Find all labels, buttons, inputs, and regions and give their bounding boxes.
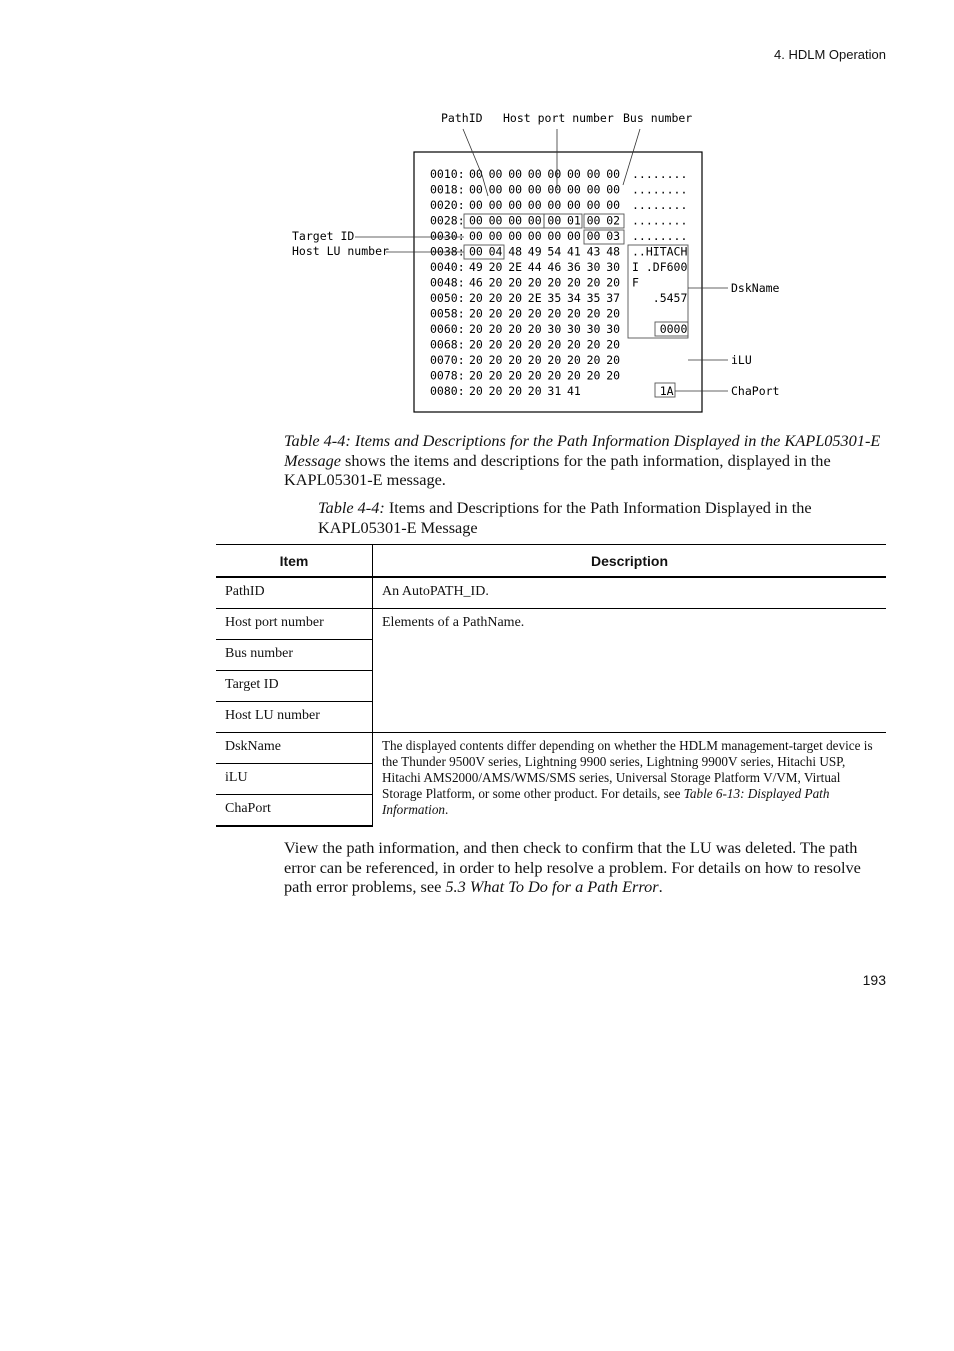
dump-byte: 20 — [547, 306, 562, 321]
dump-byte: 20 — [606, 275, 621, 290]
dump-byte: 35 — [586, 291, 601, 305]
dump-byte: 20 — [567, 337, 581, 352]
table-caption — [318, 498, 888, 537]
dump-address: 0028: — [430, 213, 465, 228]
dump-byte: 20 — [567, 368, 581, 383]
dump-byte: 48 — [606, 244, 621, 259]
path-info-dump-figure — [283, 104, 793, 418]
dump-byte: 46 — [547, 260, 562, 274]
dump-byte: 00 — [469, 213, 483, 228]
dump-row — [430, 260, 687, 274]
dump-address: 0048: — [430, 275, 465, 290]
dump-byte: 00 — [508, 182, 523, 197]
dump-byte: 20 — [469, 291, 483, 305]
dump-byte: 20 — [469, 353, 483, 367]
dump-address: 0060: — [430, 322, 465, 336]
dump-row — [430, 307, 620, 321]
dump-byte: 20 — [508, 322, 523, 336]
dump-address: 0020: — [430, 198, 465, 212]
dump-ascii: ........ — [632, 229, 688, 243]
dump-ascii: ..HITACH — [632, 244, 688, 259]
dump-byte: 20 — [488, 384, 503, 398]
dump-byte: 20 — [547, 368, 562, 383]
dump-byte: 30 — [586, 260, 601, 274]
dump-byte: 20 — [586, 275, 601, 290]
dump-row — [430, 183, 687, 197]
dump-byte: 20 — [586, 368, 601, 383]
column-header-item: Item — [216, 545, 373, 578]
dump-byte: 20 — [469, 368, 483, 383]
dump-address: 0078: — [430, 368, 465, 383]
dump-byte: 20 — [567, 275, 581, 290]
dump-row — [430, 229, 687, 243]
dump-byte: 20 — [469, 337, 483, 352]
bus-number-label: Bus number — [623, 111, 693, 125]
dump-byte: 30 — [606, 322, 621, 336]
dump-byte: 00 — [547, 229, 562, 243]
dump-address: 0040: — [430, 260, 465, 274]
table-caption-title: Items and Descriptions for the Path Information Displayed in the KAPL05301-E Message — [318, 498, 812, 537]
dump-byte: 20 — [606, 353, 621, 367]
dump-byte: 20 — [567, 306, 581, 321]
dump-row — [430, 353, 620, 367]
dump-address: 0058: — [430, 306, 465, 321]
dump-byte: 00 — [547, 198, 562, 212]
dump-byte: 20 — [508, 337, 523, 352]
dump-byte: 20 — [527, 384, 542, 398]
host-port-number-label: Host port number — [503, 111, 614, 125]
dump-byte: 20 — [488, 306, 503, 321]
dump-byte: 00 — [488, 167, 503, 181]
dump-byte: 49 — [527, 244, 542, 259]
dump-address: 0038: — [430, 244, 465, 259]
pathid-label: PathID — [441, 111, 483, 125]
dump-row — [430, 198, 687, 212]
dump-address: 0070: — [430, 353, 465, 367]
dump-byte: 02 — [606, 213, 621, 228]
dump-address: 0068: — [430, 337, 465, 352]
dump-ascii: ........ — [632, 167, 688, 181]
closing-text: View the path information, and then check to confirm that the LU was deleted. The path error can be referenced, in order to help resolve a problem. For details on how to resolve path error problems, see — [284, 838, 861, 896]
dump-byte: 00 — [567, 198, 581, 212]
dump-row — [430, 369, 620, 383]
dump-byte: 20 — [586, 353, 601, 367]
dump-byte: 00 — [469, 167, 483, 181]
dump-ascii: F — [632, 275, 639, 290]
dump-byte: 00 — [469, 229, 483, 243]
dump-byte: 00 — [586, 198, 601, 212]
table-row — [216, 733, 886, 764]
dump-byte: 00 — [547, 213, 562, 228]
description-table-reference[interactable]: Table 6-13: Displayed Path Information — [382, 786, 830, 817]
dskname-label: DskName — [731, 281, 780, 295]
description-cell — [373, 733, 887, 827]
dump-row — [430, 291, 687, 305]
dump-byte: 20 — [547, 337, 562, 352]
dump-byte: 30 — [547, 322, 562, 336]
dump-ascii: 1A — [632, 384, 674, 398]
dump-byte: 34 — [567, 291, 581, 305]
dump-byte: 20 — [508, 368, 523, 383]
dump-byte: 04 — [488, 244, 503, 259]
dump-byte: 01 — [567, 213, 581, 228]
dump-byte: 20 — [469, 306, 483, 321]
dump-byte: 03 — [606, 229, 621, 243]
dump-byte: 00 — [567, 167, 581, 181]
intro-paragraph — [284, 431, 886, 490]
dump-byte: 00 — [527, 182, 542, 197]
table-caption-label: Table 4-4: — [318, 498, 385, 517]
dump-byte: 00 — [527, 198, 542, 212]
dump-address: 0080: — [430, 384, 465, 398]
dump-ascii: .5457 — [632, 291, 688, 305]
running-header: 4. HDLM Operation — [774, 47, 886, 62]
dump-row — [430, 245, 687, 259]
chaport-label: ChaPort — [731, 384, 780, 398]
dump-byte: 20 — [508, 384, 523, 398]
dump-byte: 00 — [527, 167, 542, 181]
dump-byte: 00 — [508, 213, 523, 228]
dump-byte: 20 — [488, 353, 503, 367]
closing-paragraph — [284, 838, 886, 897]
table-row — [216, 609, 886, 640]
dump-address: 0050: — [430, 291, 465, 305]
dump-byte: 36 — [567, 260, 581, 274]
dump-byte: 00 — [527, 229, 542, 243]
dump-byte: 46 — [469, 275, 483, 290]
item-cell: DskName — [216, 733, 373, 764]
dump-byte: 00 — [508, 229, 523, 243]
dump-byte: 30 — [586, 322, 601, 336]
dump-byte: 00 — [567, 229, 581, 243]
dump-byte: 00 — [567, 182, 581, 197]
dump-byte: 00 — [469, 198, 483, 212]
item-cell: ChaPort — [216, 795, 373, 827]
dump-byte: 00 — [469, 182, 483, 197]
dump-row — [430, 384, 674, 398]
dump-byte: 20 — [508, 306, 523, 321]
description-end: . — [445, 802, 449, 817]
item-cell: Host port number — [216, 609, 373, 640]
item-cell: PathID — [216, 577, 373, 609]
dump-byte: 00 — [527, 213, 542, 228]
dump-byte: 20 — [488, 322, 503, 336]
host-lu-number-label: Host LU number — [292, 244, 389, 258]
dump-byte: 49 — [469, 260, 483, 274]
dump-byte: 00 — [586, 167, 601, 181]
dump-byte: 20 — [527, 368, 542, 383]
dump-byte: 20 — [527, 275, 542, 290]
table-row — [216, 577, 886, 609]
dump-byte: 00 — [469, 244, 483, 259]
dump-byte: 20 — [547, 353, 562, 367]
dump-row — [430, 214, 687, 228]
item-cell: Target ID — [216, 671, 373, 702]
dump-byte: 00 — [508, 167, 523, 181]
dump-byte: 00 — [547, 167, 562, 181]
description-cell: Elements of a PathName. — [373, 609, 887, 733]
dump-byte: 20 — [586, 337, 601, 352]
dump-byte: 43 — [586, 244, 601, 259]
dump-byte: 00 — [488, 182, 503, 197]
dump-row — [430, 338, 620, 352]
dump-byte: 00 — [606, 167, 621, 181]
description-cell: An AutoPATH_ID. — [373, 577, 887, 609]
dump-address: 0010: — [430, 167, 465, 181]
dump-row — [430, 322, 687, 336]
dump-byte: 20 — [527, 353, 542, 367]
dump-ascii: 0000 — [632, 322, 688, 336]
dump-address: 0018: — [430, 182, 465, 197]
dump-byte: 20 — [547, 275, 562, 290]
dump-byte: 00 — [488, 213, 503, 228]
dump-address: 0030: — [430, 229, 465, 243]
dump-byte: 20 — [586, 306, 601, 321]
dump-byte: 20 — [469, 322, 483, 336]
dump-byte: 41 — [567, 384, 581, 398]
dump-byte: 00 — [488, 229, 503, 243]
dump-byte: 20 — [508, 291, 523, 305]
dump-ascii: ........ — [632, 198, 688, 212]
intro-table-reference[interactable]: Table 4-4: Items and Descriptions for the Path Information Displayed in the KAPL05301-E Message — [284, 431, 881, 470]
page-number: 193 — [862, 972, 886, 988]
dump-byte: 20 — [527, 337, 542, 352]
dump-byte: 20 — [508, 353, 523, 367]
dump-byte: 30 — [567, 322, 581, 336]
dump-byte: 00 — [606, 182, 621, 197]
dump-byte: 00 — [586, 213, 601, 228]
items-descriptions-table — [216, 544, 886, 827]
dump-byte: 48 — [508, 244, 523, 259]
dump-byte: 20 — [488, 337, 503, 352]
dump-byte: 20 — [488, 260, 503, 274]
dump-ascii: I .DF600 — [632, 260, 688, 274]
dump-ascii: ........ — [632, 213, 688, 228]
dump-byte: 30 — [606, 260, 621, 274]
dump-byte: 35 — [547, 291, 562, 305]
dump-byte: 00 — [606, 198, 621, 212]
dump-diagram — [283, 104, 793, 418]
dump-byte: 54 — [547, 244, 562, 259]
dump-byte: 20 — [527, 322, 542, 336]
dump-byte: 20 — [606, 337, 621, 352]
item-cell: Bus number — [216, 640, 373, 671]
dump-byte: 37 — [606, 291, 621, 305]
dump-byte: 20 — [567, 353, 581, 367]
dump-byte: 20 — [488, 291, 503, 305]
dump-byte: 20 — [488, 275, 503, 290]
dump-row — [430, 167, 687, 181]
dump-byte: 00 — [586, 182, 601, 197]
dump-ascii: ........ — [632, 182, 688, 197]
dump-byte: 00 — [586, 229, 601, 243]
dump-byte: 2E — [508, 260, 523, 274]
dump-byte: 20 — [606, 368, 621, 383]
dump-row — [430, 276, 639, 290]
dump-byte: 20 — [469, 384, 483, 398]
table-header-row — [216, 545, 886, 578]
dump-byte: 31 — [547, 384, 562, 398]
dump-byte: 2E — [527, 291, 542, 305]
dump-byte: 20 — [488, 368, 503, 383]
dump-byte: 20 — [606, 306, 621, 321]
dump-byte: 00 — [508, 198, 523, 212]
dump-byte: 00 — [547, 182, 562, 197]
dump-byte: 20 — [508, 275, 523, 290]
dump-byte: 41 — [567, 244, 581, 259]
intro-text: shows the items and descriptions for the path information, displayed in the KAPL05301-E message. — [284, 450, 831, 489]
closing-section-reference[interactable]: 5.3 What To Do for a Path Error — [445, 877, 659, 896]
dump-byte: 44 — [527, 260, 542, 274]
closing-end: . — [658, 877, 663, 896]
dump-byte: 20 — [527, 306, 542, 321]
dump-byte: 00 — [488, 198, 503, 212]
ilu-label: iLU — [731, 353, 752, 367]
item-cell: iLU — [216, 764, 373, 795]
column-header-description: Description — [373, 545, 887, 578]
item-cell: Host LU number — [216, 702, 373, 733]
description-text: The displayed contents differ depending on whether the HDLM management-target device is the Thunder 9500V series, Lightning 9900 series, Lightning 9900V series, Hitachi USP, Hitachi AMS2000/AMS/WMS/SMS series, Universal Storage Platform V/VM, Virtual Storage Platform, or some other product. For details, see — [382, 738, 873, 801]
target-id-label: Target ID — [292, 229, 355, 243]
